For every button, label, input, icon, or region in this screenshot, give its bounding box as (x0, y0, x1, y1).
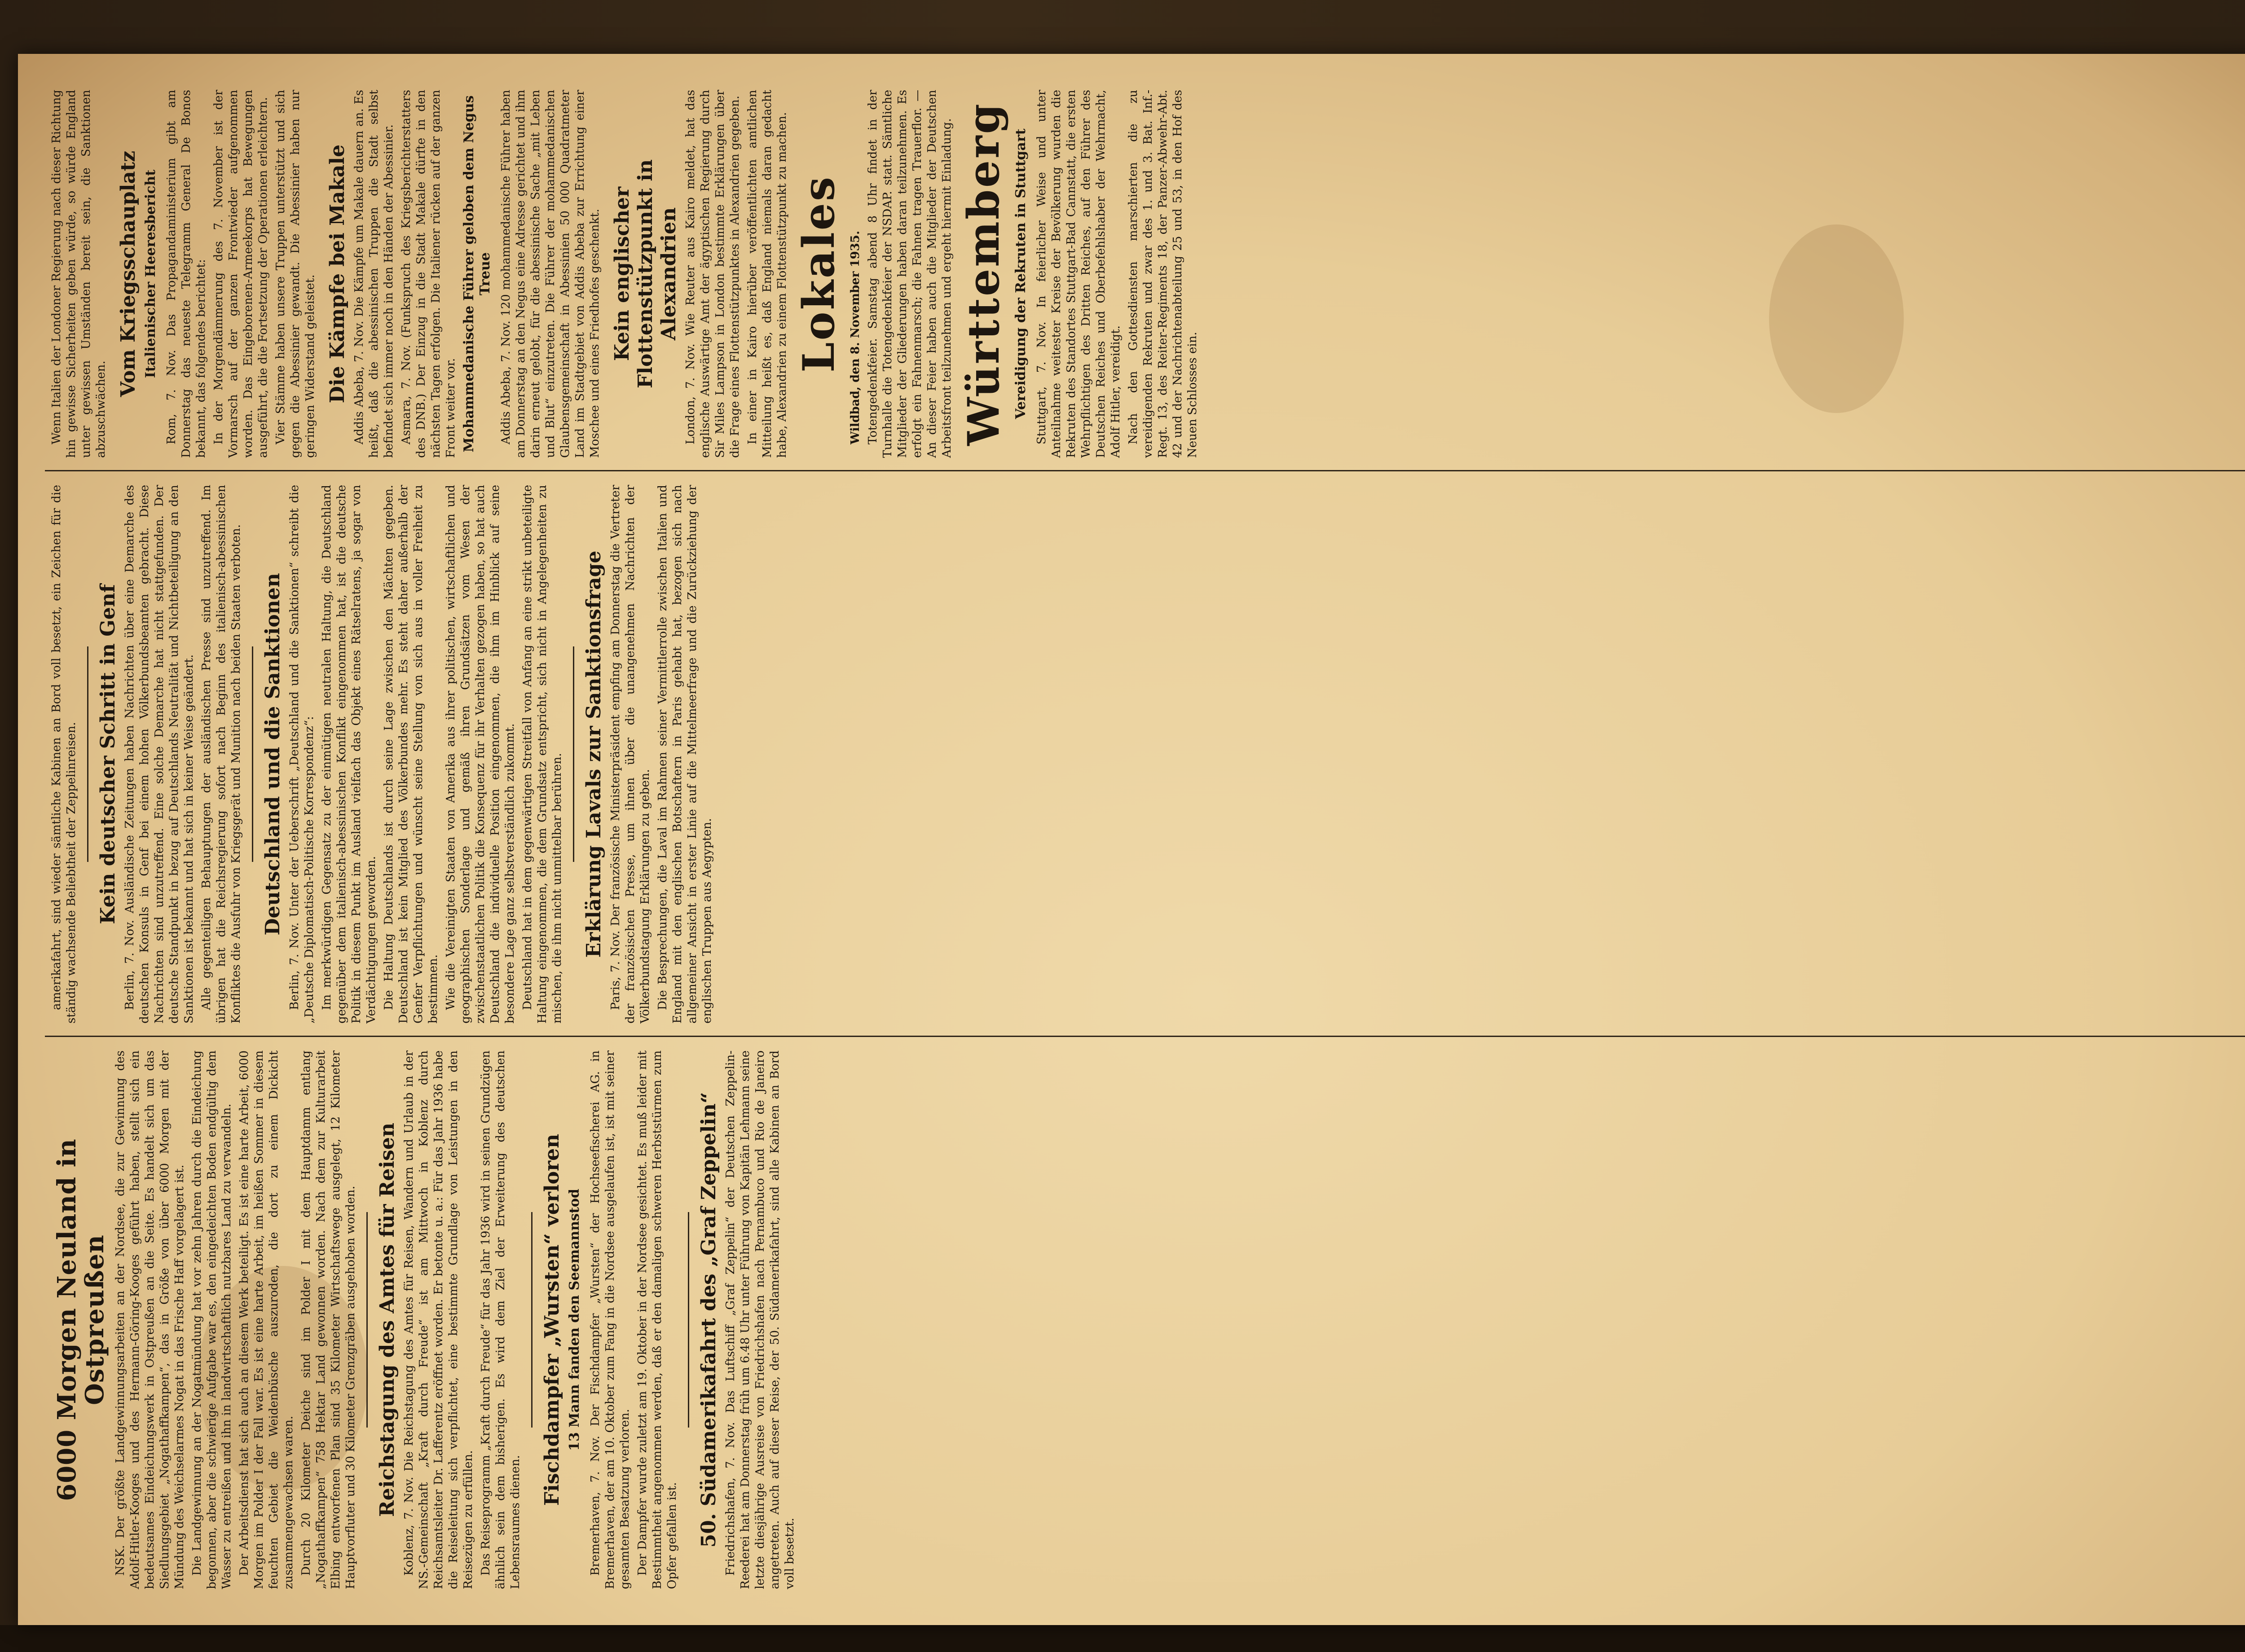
paper-stain (1769, 224, 1904, 413)
article-paragraph: Addis Abeba, 7. Nov. 120 mohammedanische Führer haben am Donnerstag an den Negus eine Adresse gerichtet und ihm darin erneut gelobt, für die abessinische Sache „mit Leben und Blut“ einzutreten. Die Führer der mohammedanischen Glaubensgemeinschaft in Abessinien 50 000 Quadratmeter Land im Stadtgebiet von Addis Abeba zur Errichtung einer Moschee und eines Friedhofes geschenkt. (499, 90, 602, 458)
article-paragraph: Asmara, 7. Nov. (Funkspruch des Kriegsberichterstatters des DNB.) Der Einzug in die Stadt Makale dürfte in den nächsten Tagen erfolgen. Die Italiener rücken auf der ganzen Front weiter vor. (400, 90, 458, 458)
article-paragraph: Im merkwürdigen Gegensatz zu der einmütigen neutralen Haltung, die Deutschland gegenüber dem italienisch-abessinischen Konflikt eingenommen hat, ist die deutsche Politik in diesem Punkt im Ausland vielfach das Objekt eines Rätselratens, ja sogar von Verdächtigungen geworden. (320, 485, 378, 1024)
subhead-heeresbericht: Italienischer Heeresbericht (143, 169, 158, 378)
article-paragraph: Totengedenkfeier. Samstag abend 8 Uhr findet in der Turnhalle die Totengedenkfeier der NSDAP. statt. Sämtliche Mitglieder der Gliederungen haben daran teilzunehmen. Es erfolgt ein Fahnenmarsch; die Fahnen tragen Trauerflor. — An dieser Feier haben auch die Mitglieder der Deutschen Arbeitsfront teilzunehmen und ergeht hiermit Einladung. (866, 90, 954, 458)
article-paragraph: Stuttgart, 7. Nov. In feierlicher Weise und unter Anteilnahme weitester Kreise der Bevölkerung wurden die Rekruten des Standortes Stuttgart-Bad Cannstatt, die ersten Wehrpflichtigen des Dritten Reiches, auf den Führer des Deutschen Reiches und Oberbefehlshaber der Wehrmacht, Adolf Hitler, vereidigt. (1035, 90, 1122, 458)
article-paragraph: Die Haltung Deutschlands ist durch seine Lage zwischen den Mächten gegeben. Deutschland ist kein Mitglied des Völkerbundes mehr. Es steht daher außerhalb der Genfer Verpflichtungen und wünscht seine Stellung von sich aus in voller Freiheit zu bestimmen. (382, 485, 440, 1024)
page-bottom-edge (0, 1625, 2245, 1652)
article-paragraph: Wenn Italien der Londoner Regierung nach dieser Richtung hin gewisse Sicherheiten geben würde, so würde England unter gewissen Umständen bereit sein, die Sanktionen abzuschwächen. (50, 89, 108, 458)
dateline: Wildbad, den 8. November 1935. (849, 230, 862, 444)
article-paragraph: Nach den Gottesdiensten marschierten die zu vereidigenden Rekruten und zwar des 1. und 3. Bat. Inf.-Regt. 13, des Reiter-Regiments 18, der Panzer-Abwehr-Abt. 42 und der Nachrichtenabteilung 25 und 53, in den Hof des Neuen Schlosses ein. (1127, 90, 1199, 458)
column-rule (45, 1036, 2245, 1037)
headline-reichstagung: Reichstagung des Amtes für Reisen (376, 1123, 399, 1517)
column-1 (49, 1050, 800, 1589)
headline-sanktionen: Deutschland und die Sanktionen (261, 573, 284, 936)
article-paragraph: Der Arbeitsdienst hat sich auch an diesem Werk beteiligt. Es ist eine harte Arbeit, 6000 Morgen im Polder I der Fall war. Es ist eine harte Arbeit, im heißen Sommer in diesem feuchten Gebiet die Weidenbüsche auszuroden, die dort zu einem Dickicht zusammengewachsen waren. (238, 1050, 295, 1589)
article-paragraph: Addis Abeba, 7. Nov. Die Kämpfe um Makale dauern an. Es heißt, daß die abessinischen Truppen die Stadt selbst befindet sich immer noch in den Händen der Abessinier. (352, 90, 396, 458)
article-paragraph: amerikafahrt, sind wieder sämtliche Kabinen an Bord voll besetzt, ein Zeichen für die ständig wachsende Beliebtheit der Zeppelinreisen. (50, 485, 78, 1024)
divider (531, 1212, 533, 1428)
divider (252, 646, 253, 862)
article-paragraph: Alle gegenteiligen Behauptungen der ausländischen Presse sind unzutreffend. Im übrigen hat die Reichsregierung sofort nach Beginn des italienisch-abessinischen Konfliktes die Ausfuhr von Kriegsgerät und Munition nach beiden Staaten verboten. (200, 485, 243, 1024)
article-paragraph: In einer in Kairo hierüber veröffentlichten amtlichen Mitteilung heißt es, daß England niemals daran gedacht habe, Alexandrien zu einem Flottenstützpunkt zu machen. (746, 90, 789, 458)
column-3 (49, 90, 1203, 458)
divider (688, 1212, 689, 1428)
column-2 (49, 485, 718, 1024)
article-paragraph: Deutschland hat in dem gegenwärtigen Streitfall von Anfang an eine strikt unbeteiligte Haltung eingenommen, die dem Grundsatz entspricht, sich nicht in Angelegenheiten zu mischen, die ihm nicht unmittelbar berühren. (521, 485, 564, 1024)
article-paragraph: Paris, 7. Nov. Der französische Ministerpräsident empfing am Donnerstag die Vertreter der französischen Presse, um ihnen über die unangenehmen Nachrichten der Völkerbundstagung Erklärungen zu geben. (609, 485, 652, 1024)
article-paragraph: Das Reiseprogramm „Kraft durch Freude“ für das Jahr 1936 wird in seinen Grundzügen ähnlich sein dem bisherigen. Es wird dem Ziel der Erweiterung des deutschen Lebensraumes dienen. (479, 1050, 522, 1589)
article-paragraph: Vier Stämme haben unsere Truppen unterstützt und sich gegen die Abessinier gewandt. Die Abessinier haben nur geringen Widerstand geleistet. (274, 90, 317, 458)
article-paragraph: Bremerhaven, 7. Nov. Der Fischdampfer „Wursten“ der Hochseefischerei AG. in Bremerhaven, der am 10. Oktober zum Fang in die Nordsee ausgelaufen ist, ist mit seiner gesamten Besatzung verloren. (589, 1050, 632, 1589)
section-title-wuerttemberg: Württemberg (958, 102, 1009, 446)
article-paragraph: In der Morgendämmerung des 7. November ist der Vormarsch auf der ganzen Frontwieder aufgenommen worden. Das Eingeborenen-Armeekorps hat Bewegungen ausgeführt, die die Fortsetzung der Operationen erleichtern. (212, 90, 270, 458)
subhead-vereidigung: Vereidigung der Rekruten in Stuttgart (1013, 128, 1029, 419)
headline-makale: Die Kämpfe bei Makale (326, 144, 349, 404)
article-paragraph: London, 7. Nov. Wie Reuter aus Kairo meldet, hat das englische Auswärtige Amt der ägyptischen Regierung durch Sir Miles Lampson in London bestimmte Erklärungen über die Frage eines Flottenstützpunktes in Alexandrien gegeben. (684, 90, 742, 458)
article-paragraph: Berlin, 7. Nov. Ausländische Zeitungen haben Nachrichten über eine Demarche des deutschen Konsuls in Genf bei einem hohen Völkerbundsbeamten gebracht. Diese Nachrichten sind unzutreffend. Eine solche Demarche hat nicht stattgefunden. Der deutsche Standpunkt in bezug auf Deutschlands Neutralität und Nichtbeteiligung an den Sanktionen ist bekannt und hat sich in keiner Weise geändert. (123, 485, 196, 1024)
headline-zeppelin: 50. Südamerikafahrt des „Graf Zeppelin“ (697, 1092, 720, 1548)
section-title-lokales: Lokales (793, 175, 844, 373)
headline-genf: Kein deutscher Schritt in Genf (97, 584, 119, 924)
headline-laval: Erklärung Lavals zur Sanktionsfrage (582, 550, 605, 958)
divider (87, 646, 88, 862)
column-rule (45, 470, 2245, 471)
article-paragraph: Berlin, 7. Nov. Unter der Ueberschrift „Deutschland und die Sanktionen“ schreibt die „Deutsche Diplomatisch-Politische Korrespondenz“: (288, 485, 316, 1024)
headline-ostpreussen: 6000 Morgen Neuland in Ostpreußen (52, 1138, 110, 1501)
article-paragraph: Die Landgewinnung an der Nogatmündung hat vor zehn Jahren durch die Eindeichung begonnen, aber die schwierige Aufgabe war es, den eingedeichten Boden endgültig dem Wasser zu entreißen und ihn in landwirtschaftlich nutzbares Land zu verwandeln. (190, 1050, 233, 1589)
article-paragraph: Durch 20 Kilometer Deiche sind im Polder I mit dem Hauptdamm entlang „Nogathaffkampen“ 758 Hektar Land gewonnen worden. Nach dem zur Kulturarbeit Elbing entworfenen Plan sind 35 Kilometer Wirtschaftswege ausgelegt, 12 Kilometer Hauptvorfluter und 30 Kilometer Grenzgräben ausgehoben worden. (299, 1050, 357, 1589)
newspaper-page (18, 54, 2245, 1625)
article-paragraph: Der Dampfer wurde zuletzt am 19. Oktober in der Nordsee gesichtet. Es muß leider mit Bestimmtheit angenommen werden, daß er den damaligen schweren Herbststürmen zum Opfer gefallen ist. (636, 1050, 679, 1589)
article-paragraph: NSK. Der größte Landgewinnungsarbeiten an der Nordsee, die zur Gewinnung des Adolf-Hitler-Kooges und des Hermann-Göring-Kooges geführt haben, stellt sich ein bedeutsames Eindeichungswerk in Ostpreußen an die Seite. Es handelt sich um das Siedlungsgebiet „Nogathaffkampen“, das in Größe von über 6000 Morgen mit der Mündung des Weichselarmes Nogat in das Frische Haff vorgelagert ist. (114, 1050, 186, 1589)
headline-flottenstuetzpunkt: Kein englischer Flottenstützpunkt in Alexandrien (611, 159, 680, 388)
article-paragraph: Koblenz, 7. Nov. Die Reichstagung des Amtes für Reisen, Wandern und Urlaub in der NS.-Gemeinschaft „Kraft durch Freude“ ist am Mittwoch in Koblenz durch Reichsamtsleiter Dr. Lafferentz eröffnet worden. Er betonte u. a.: Für das Jahr 1936 habe die Reiseleitung sich verpflichtet, eine bestimmte Grundlage von Leistungen in den Reisezügen zu erfüllen. (402, 1050, 475, 1589)
article-paragraph: Friedrichshafen, 7. Nov. Das Luftschiff „Graf Zeppelin“ der Deutschen Zeppelin-Reederei hat am Donnerstag früh um 6.48 Uhr unter Führung von Kapitän Lehmann seine letzte diesjährige Ausreise von Friedrichshafen nach Pernambuco und Rio de Janeiro angetreten. Auch auf dieser Reise, der 50. Südamerikafahrt, sind alle Kabinen an Bord voll besetzt. (724, 1050, 797, 1589)
headline-kriegsschauplatz: Vom Kriegsschauplatz (117, 150, 140, 397)
article-paragraph: Die Besprechungen, die Laval im Rahmen seiner Vermittlerrolle zwischen Italien und England mit den englischen Botschaftern in Paris gehabt hat, bezogen sich nach allgemeiner Ansicht in erster Linie auf die Mittelmeerfrage und die Zurückziehung der englischen Truppen aus Aegypten. (656, 485, 714, 1024)
subhead-wursten: 13 Mann fanden den Seemannstod (567, 1188, 582, 1451)
article-paragraph: Rom, 7. Nov. Das Propagandaministerium gibt am Donnerstag das neueste Telegramm General De Bonos bekannt, das folgendes berichtet: (165, 90, 208, 458)
divider (573, 646, 574, 862)
headline-mohammedaner: Mohammedanische Führer geloben dem Negus Treue (461, 95, 493, 453)
divider (366, 1212, 368, 1428)
article-paragraph: Wie die Vereinigten Staaten von Amerika aus ihrer politischen, wirtschaftlichen und geographischen Sonderlage und gemäß ihren Grundsätzen vom Wesen der zwischenstaatlichen Politik die Konsequenz für ihr Verhalten gezogen haben, so hat auch Deutschland die individuelle Position eingenommen, die ihm im Hinblick auf seine besondere Lage ganz selbstverständlich zukommt. (444, 485, 517, 1024)
headline-wursten: Fischdampfer „Wursten“ verloren (541, 1134, 563, 1506)
